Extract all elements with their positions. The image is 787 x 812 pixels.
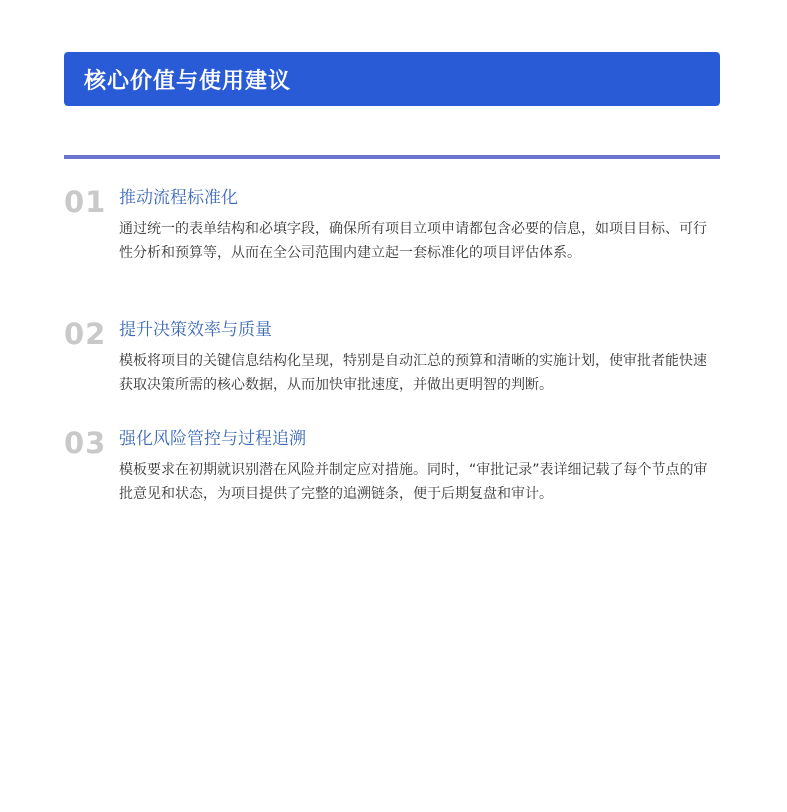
section-header	[64, 52, 720, 106]
item-title: 强化风险管控与过程追溯	[119, 429, 306, 449]
divider-line	[64, 155, 720, 159]
section-title: 核心价值与使用建议	[84, 68, 292, 94]
item-description: 通过统一的表单结构和必填字段，确保所有项目立项申请都包含必要的信息，如项目目标、可行性分析和预算等，从而在全公司范围内建立起一套标准化的项目评估体系。	[119, 221, 707, 261]
item-title: 提升决策效率与质量	[119, 320, 272, 340]
item-title: 推动流程标准化	[119, 188, 238, 208]
item-description: 模板要求在初期就识别潜在风险并制定应对措施。同时，“审批记录”表详细记载了每个节点的审批意见和状态，为项目提供了完整的追溯链条，便于后期复盘和审计。	[119, 462, 708, 502]
item-number: 03	[64, 426, 107, 460]
item-number: 02	[64, 317, 107, 351]
item-number: 01	[64, 185, 107, 219]
item-description: 模板将项目的关键信息结构化呈现，特别是自动汇总的预算和清晰的实施计划，使审批者能快速获取决策所需的核心数据，从而加快审批速度，并做出更明智的判断。	[119, 353, 707, 393]
